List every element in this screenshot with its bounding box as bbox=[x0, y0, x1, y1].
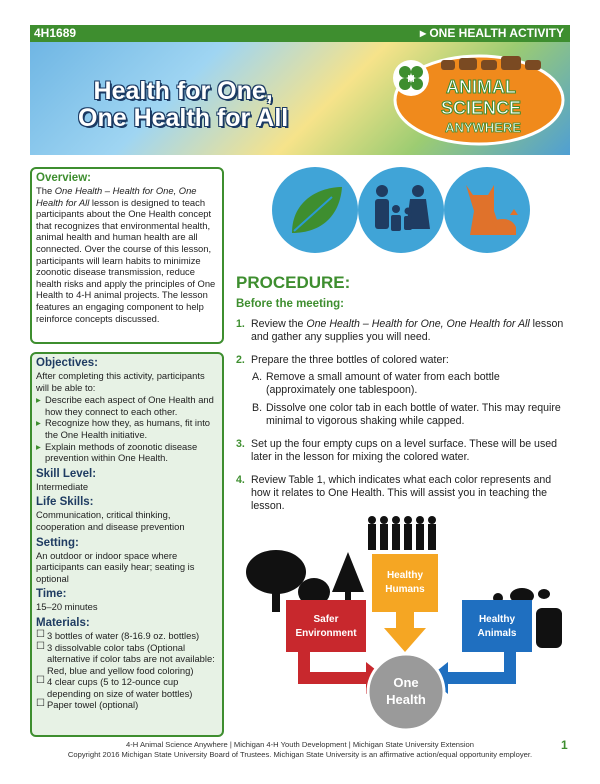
healthy-animals-label-1: Healthy bbox=[478, 614, 516, 625]
one-health-icons bbox=[270, 165, 532, 255]
objectives-heading: Objectives: bbox=[36, 357, 98, 369]
step-4: 4. Review Table 1, which indicates what each color represents and how it relates to One Health. This will assist you in teaching the lesson. bbox=[236, 474, 552, 512]
materials-list bbox=[36, 630, 218, 711]
list-item: ▸ Explain methods of zoonotic disease prevention within One Health. bbox=[36, 441, 218, 464]
animal-science-anywhere-logo bbox=[389, 48, 565, 148]
healthy-humans-label-1: Healthy bbox=[386, 570, 424, 581]
setting-value: An outdoor or indoor space where participants can easily hear; seating is optional bbox=[36, 549, 195, 584]
list-item: ☐ 3 dissolvable color tabs (Optional alternative if color tabs are not available: Red, blue and yellow food coloring) bbox=[36, 642, 218, 677]
healthy-humans-label-2: Humans bbox=[385, 584, 425, 595]
people-silhouette-icon bbox=[368, 516, 436, 550]
procedure-title: PROCEDURE: bbox=[236, 273, 351, 292]
list-item: ☐ 3 bottles of water (8-16.9 oz. bottles) bbox=[36, 630, 218, 642]
objectives-intro: After completing this activity, participants will be able to: bbox=[36, 370, 205, 393]
before-meeting-heading: Before the meeting: bbox=[236, 298, 344, 310]
setting-heading: Setting: bbox=[36, 536, 79, 549]
footer bbox=[0, 740, 600, 760]
activity-label: ▸ ONE HEALTH ACTIVITY bbox=[419, 26, 564, 40]
overview-box bbox=[30, 167, 224, 344]
materials-heading: Materials: bbox=[36, 616, 90, 629]
step-2: 2. Prepare the three bottles of colored water: bbox=[236, 354, 449, 366]
footer-line-1: 4-H Animal Science Anywhere | Michigan 4-H Youth Development | Michigan State University Extension bbox=[126, 740, 474, 749]
objectives-list bbox=[36, 394, 218, 464]
step-1: 1. Review the One Health – Health for One, One Health for All lesson and gather any supplies you will need. bbox=[236, 318, 564, 343]
list-item: ☐ 4 clear cups (5 to 12-ounce cup depending on size of water bottles) bbox=[36, 676, 218, 699]
overview-text: The One Health – Health for One, One Health for All lesson is designed to teach participants about the One Health concept that recognizes that environmental health, animal health and human health are all connected. Over the course of this lesson, participants will learn habits to minimize zoonotic disease transmission, reduce health risks and apply the principles of One Health to 4-H animal projects. The lesson features an engaging component to help reinforce concepts discussed. bbox=[36, 185, 216, 324]
document-code: 4H1689 bbox=[34, 26, 77, 40]
logo-line-1: ANIMAL bbox=[446, 77, 516, 97]
safer-label: Safer bbox=[313, 614, 339, 625]
one-health-diagram bbox=[236, 512, 570, 737]
time-heading: Time: bbox=[36, 588, 67, 601]
objectives-box bbox=[30, 352, 224, 737]
step-2a: A. Remove a small amount of water from each bottle (approximately one tablespoon). bbox=[252, 371, 500, 396]
title-banner bbox=[30, 42, 570, 155]
healthy-animals-label-2: Animals bbox=[477, 628, 517, 639]
overview-heading: Overview: bbox=[36, 172, 91, 184]
page-title: Health for One, One Health for All bbox=[78, 77, 289, 132]
healthy-humans-arrow bbox=[372, 554, 438, 652]
logo-line-2: SCIENCE bbox=[440, 98, 522, 118]
top-bar bbox=[30, 25, 570, 42]
svg-text:H: H bbox=[407, 74, 415, 85]
life-skills-heading: Life Skills: bbox=[36, 496, 94, 509]
list-item: ☐ Paper towel (optional) bbox=[36, 699, 218, 711]
time-value: 15–20 minutes bbox=[36, 601, 98, 613]
one-health-circle bbox=[368, 654, 444, 730]
footer-line-2: Copyright 2016 Michigan State University Board of Trustees. Michigan State University is an affirmative action/equal opportunity employer. bbox=[67, 750, 533, 759]
skill-level-value: Intermediate bbox=[36, 480, 89, 492]
step-3: 3. Set up the four empty cups on a level surface. These will be used later in the lesson for mixing the colored water. bbox=[236, 438, 558, 463]
health-label: Health bbox=[386, 692, 426, 707]
one-label: One bbox=[393, 675, 419, 690]
environment-label: Environment bbox=[295, 628, 357, 639]
logo-line-3: ANYWHERE bbox=[445, 120, 521, 135]
list-item: ▸ Recognize how they, as humans, fit into the One Health initiative. bbox=[36, 417, 218, 440]
skill-level-heading: Skill Level: bbox=[36, 467, 97, 480]
clover-icon bbox=[393, 60, 429, 96]
life-skills-value: Communication, critical thinking, cooperation and disease prevention bbox=[36, 509, 185, 532]
page-number: 1 bbox=[561, 738, 568, 752]
list-item: ▸ Describe each aspect of One Health and how they connect to each other. bbox=[36, 394, 218, 417]
step-2b: B. Dissolve one color tab in each bottle of water. This may require minimal to vigorous shaking while capped. bbox=[252, 402, 561, 427]
